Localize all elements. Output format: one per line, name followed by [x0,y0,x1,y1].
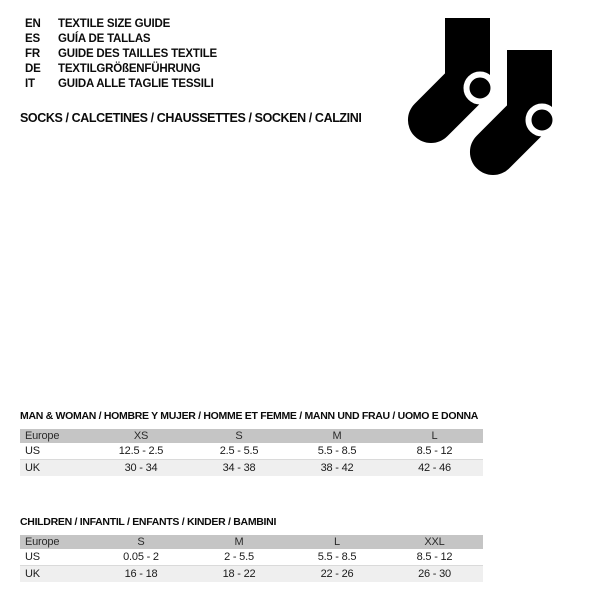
size-table [20,429,483,476]
size-cell: 26 - 30 [386,566,483,583]
size-cell: 5.5 - 8.5 [288,443,386,460]
language-row [25,62,217,77]
size-cell: 38 - 42 [288,460,386,477]
row-label: UK [20,460,92,477]
column-header: M [288,429,386,443]
column-header: L [288,535,386,549]
language-label: TEXTILGRÖßENFÜHRUNG [58,63,201,75]
table-title: CHILDREN / INFANTIL / ENFANTS / KINDER / BAMBINI [20,516,277,528]
column-header: XXL [386,535,483,549]
language-row [25,77,217,92]
language-row [25,32,217,47]
language-code: IT [25,78,35,90]
table-header-row [20,429,483,443]
language-code: EN [25,18,41,30]
size-cell: 22 - 26 [288,566,386,583]
row-label: UK [20,566,92,583]
size-cell: 12.5 - 2.5 [92,443,190,460]
size-cell: 30 - 34 [92,460,190,477]
size-table [20,535,483,582]
table-row [20,566,483,583]
socks-icon [395,5,600,200]
size-cell: 18 - 22 [190,566,288,583]
size-cell: 5.5 - 8.5 [288,549,386,566]
language-code: ES [25,33,40,45]
size-cell: 16 - 18 [92,566,190,583]
row-label: US [20,549,92,566]
column-header: Europe [20,535,92,549]
size-cell: 42 - 46 [386,460,483,477]
row-label: US [20,443,92,460]
size-cell: 8.5 - 12 [386,443,483,460]
table-header-row [20,535,483,549]
table-title: MAN & WOMAN / HOMBRE Y MUJER / HOMME ET FEMME / MANN UND FRAU / UOMO E DONNA [20,410,479,422]
category-title: SOCKS / CALCETINES / CHAUSSETTES / SOCKEN / CALZINI [20,111,362,125]
language-row [25,47,217,62]
language-label: GUÍA DE TALLAS [58,33,151,45]
column-header: S [92,535,190,549]
language-list [25,17,217,92]
table-row [20,443,483,460]
size-cell: 0.05 - 2 [92,549,190,566]
language-code: DE [25,63,41,75]
language-label: GUIDA ALLE TAGLIE TESSILI [58,78,214,90]
table-row [20,460,483,477]
size-cell: 2 - 5.5 [190,549,288,566]
language-label: TEXTILE SIZE GUIDE [58,18,171,30]
column-header: Europe [20,429,92,443]
language-code: FR [25,48,40,60]
column-header: S [190,429,288,443]
size-cell: 34 - 38 [190,460,288,477]
column-header: L [386,429,483,443]
language-row [25,17,217,32]
language-label: GUIDE DES TAILLES TEXTILE [58,48,217,60]
table-row [20,549,483,566]
size-table-man-woman [20,410,483,476]
column-header: XS [92,429,190,443]
size-table-children [20,516,483,582]
column-header: M [190,535,288,549]
size-cell: 2.5 - 5.5 [190,443,288,460]
size-cell: 8.5 - 12 [386,549,483,566]
